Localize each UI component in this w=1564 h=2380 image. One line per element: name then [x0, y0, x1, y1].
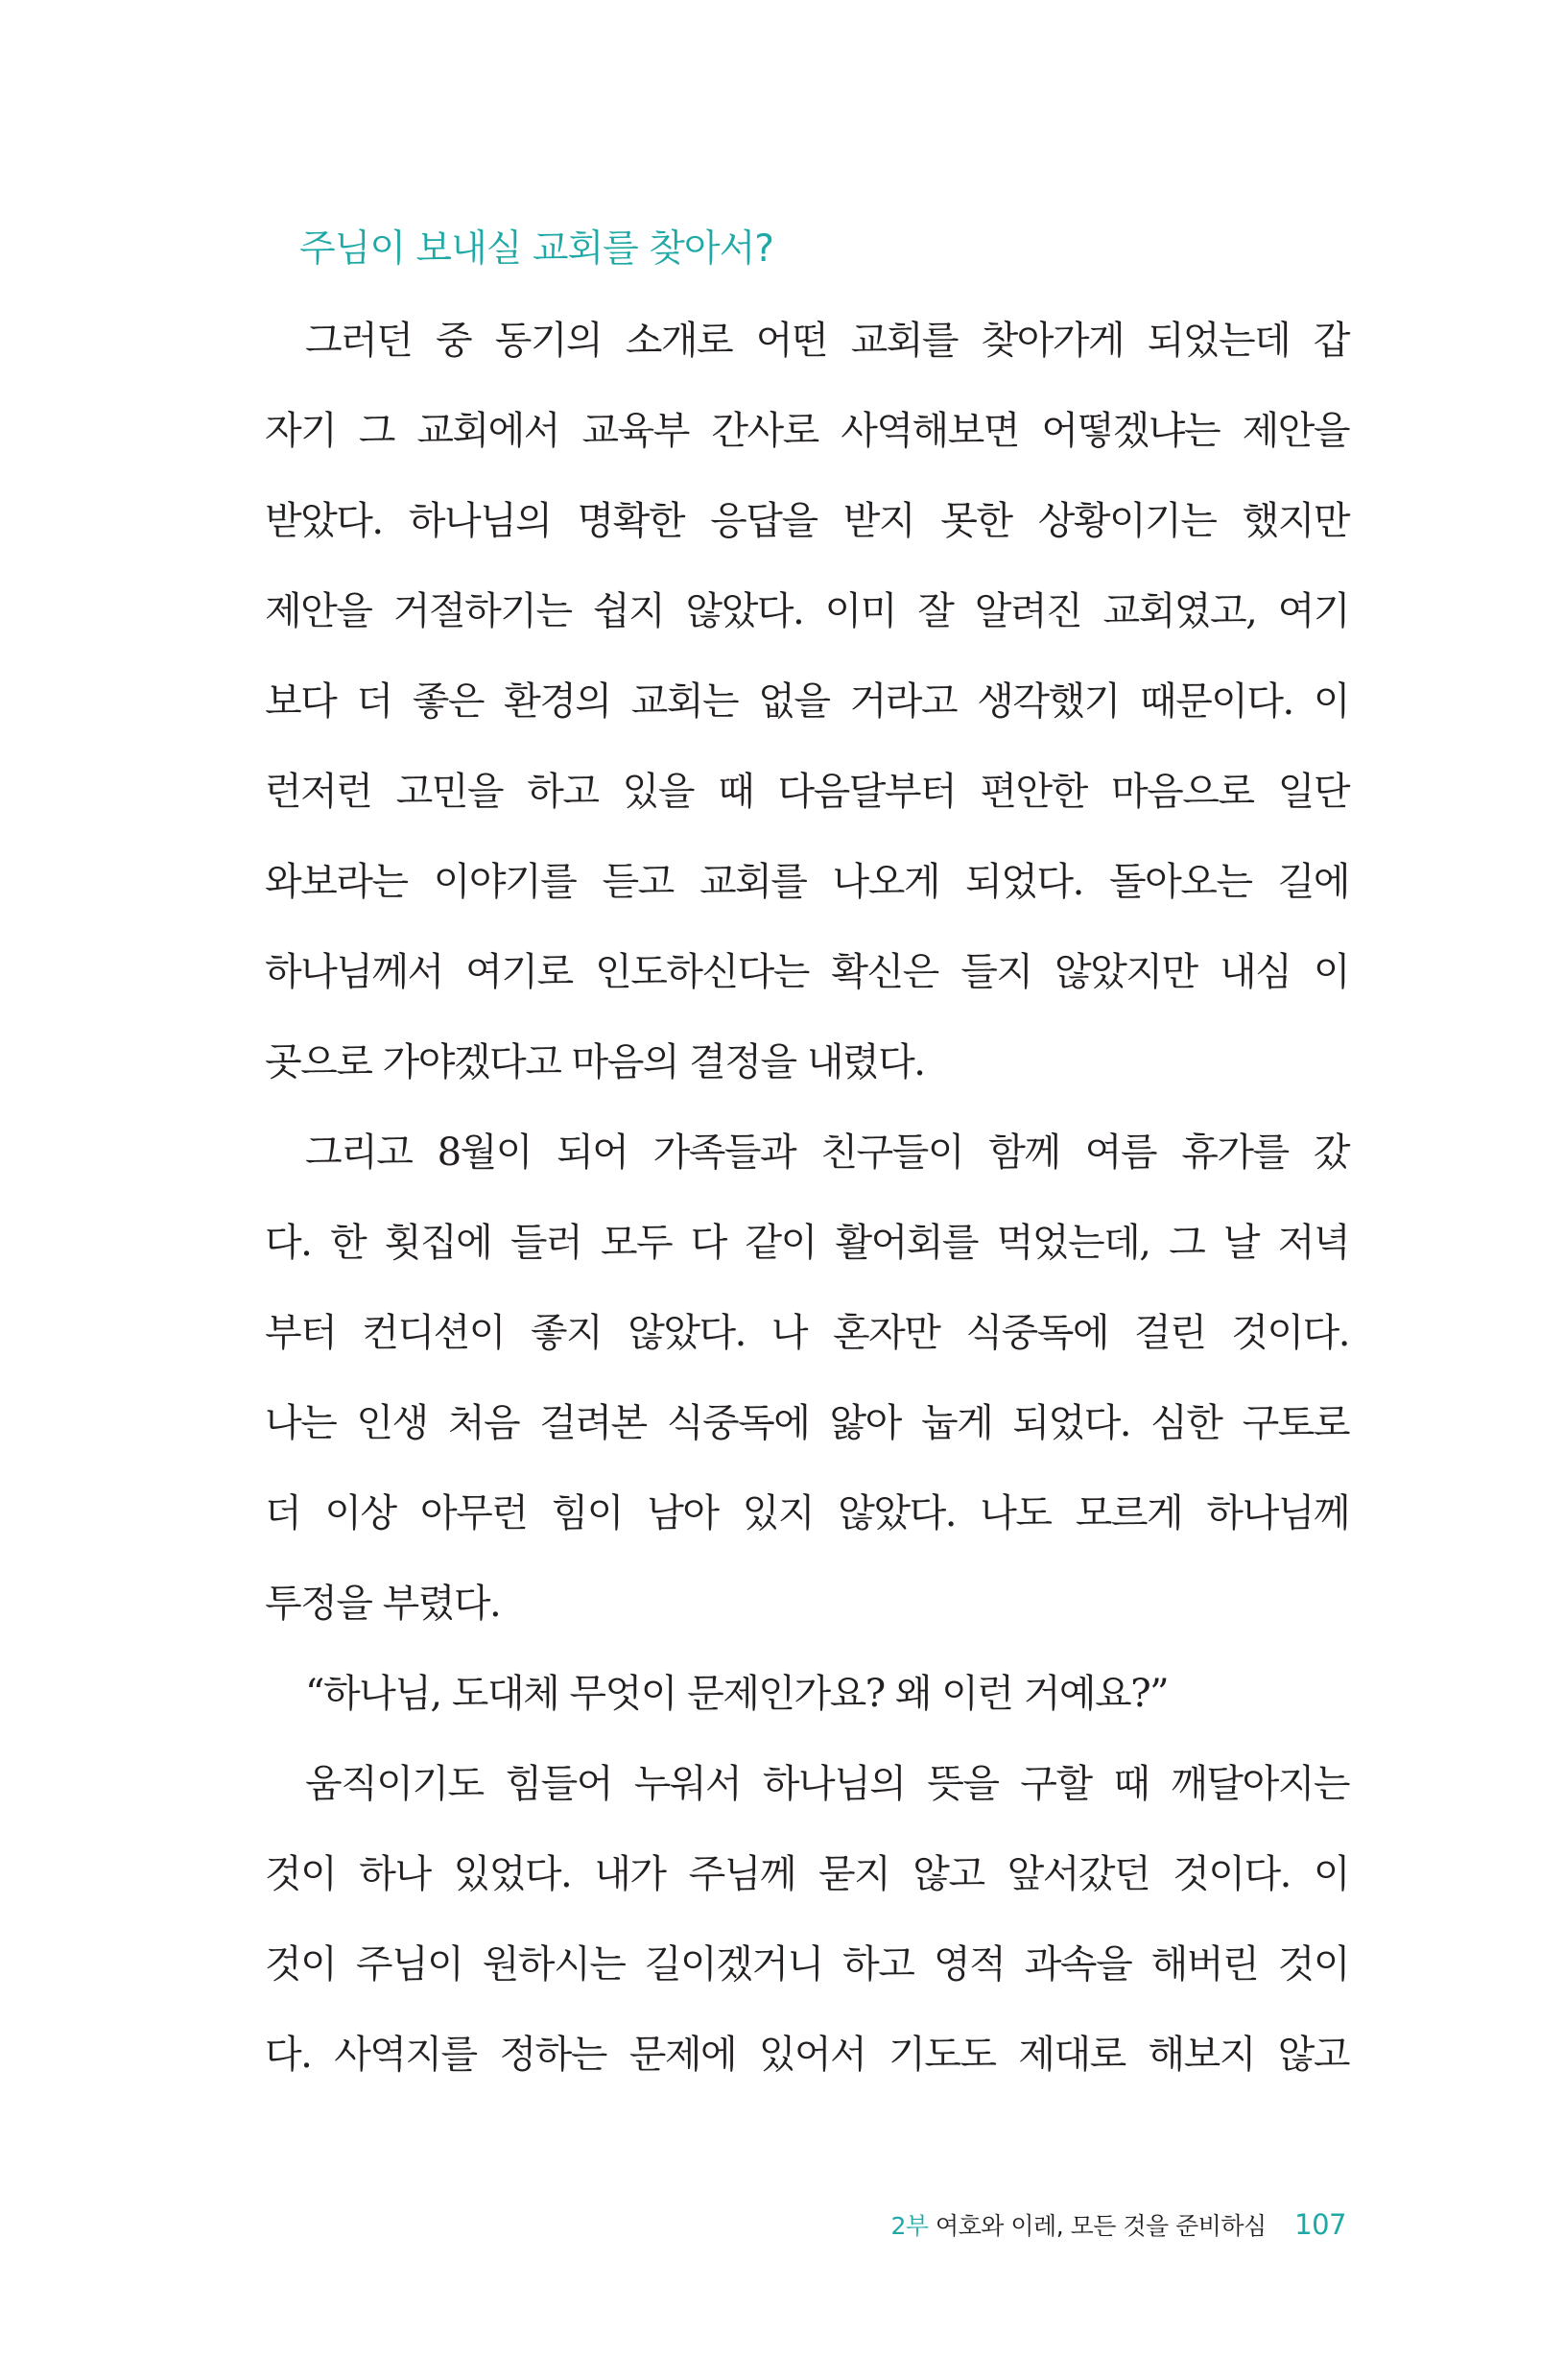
page-number: 107 [1294, 2208, 1346, 2241]
book-page: 주님이 보내실 교회를 찾아서? 그러던 중 동기의 소개로 어떤 교회를 찾아가게 되었는데 갑 자기 그 교회에서 교육부 간사로 사역해보면 어떻겠냐는 제안을 받았다. 하나님의 명확한 응답을 받지 못한 상황이기는 했지만 제안을 거절하기는 쉽지 않았다. 이미 잘 알려진 교회였고, 여기 보다 더 좋은 환경의 교회는 없을 거라고 생각했기 때문이다. 이 런저런 고민을 하고 있을 때 다음달부터 편안한 마음으로 일단 와보라는 이야기를 듣고 교회를 나오게 되었다. 돌아오는 길에 하나님께서 여기로 인도하신다는 확신은 들지 않았지만 내심 이 곳으로 가야겠다고 마음의 결정을 내렸다. 그리고 8월이 되어 가족들과 친구들이 함께 여름 휴가를 갔 다. 한 횟집에 들러 모두 다 같이 활어회를 먹었는데, 그 날 저녁 부터 컨디션이 좋지 않았다. 나 혼자만 식중독에 걸린 것이다. 나는 인생 처음 걸려본 식중독에 앓아 눕게 되었다. 심한 구토로 더 이상 아무런 힘이 남아 있지 않았다. 나도 모르게 하나님께 투정을 부렸다. “하나님, 도대체 무엇이 문제인가요? 왜 이런 거예요?” 움직이기도 힘들어 누워서 하나님의 뜻을 구할 때 깨달아지는 것이 하나 있었다. 내가 주님께 묻지 않고 앞서갔던 것이다. 이 것이 주님이 원하시는 길이겠거니 하고 영적 과속을 해버린 것이 다. 사역지를 정하는 문제에 있어서 기도도 제대로 해보지 않고 2부 여호와 이레, 모든 것을 준비하심 107 [0, 0, 1564, 2380]
footer-chapter-title: 여호와 이레, 모든 것을 준비하심 [936, 2212, 1267, 2240]
footer-part-label: 2부 [890, 2212, 929, 2240]
running-footer [890, 2207, 1346, 2242]
section-heading: 주님이 보내실 교회를 찾아서? [299, 227, 773, 271]
